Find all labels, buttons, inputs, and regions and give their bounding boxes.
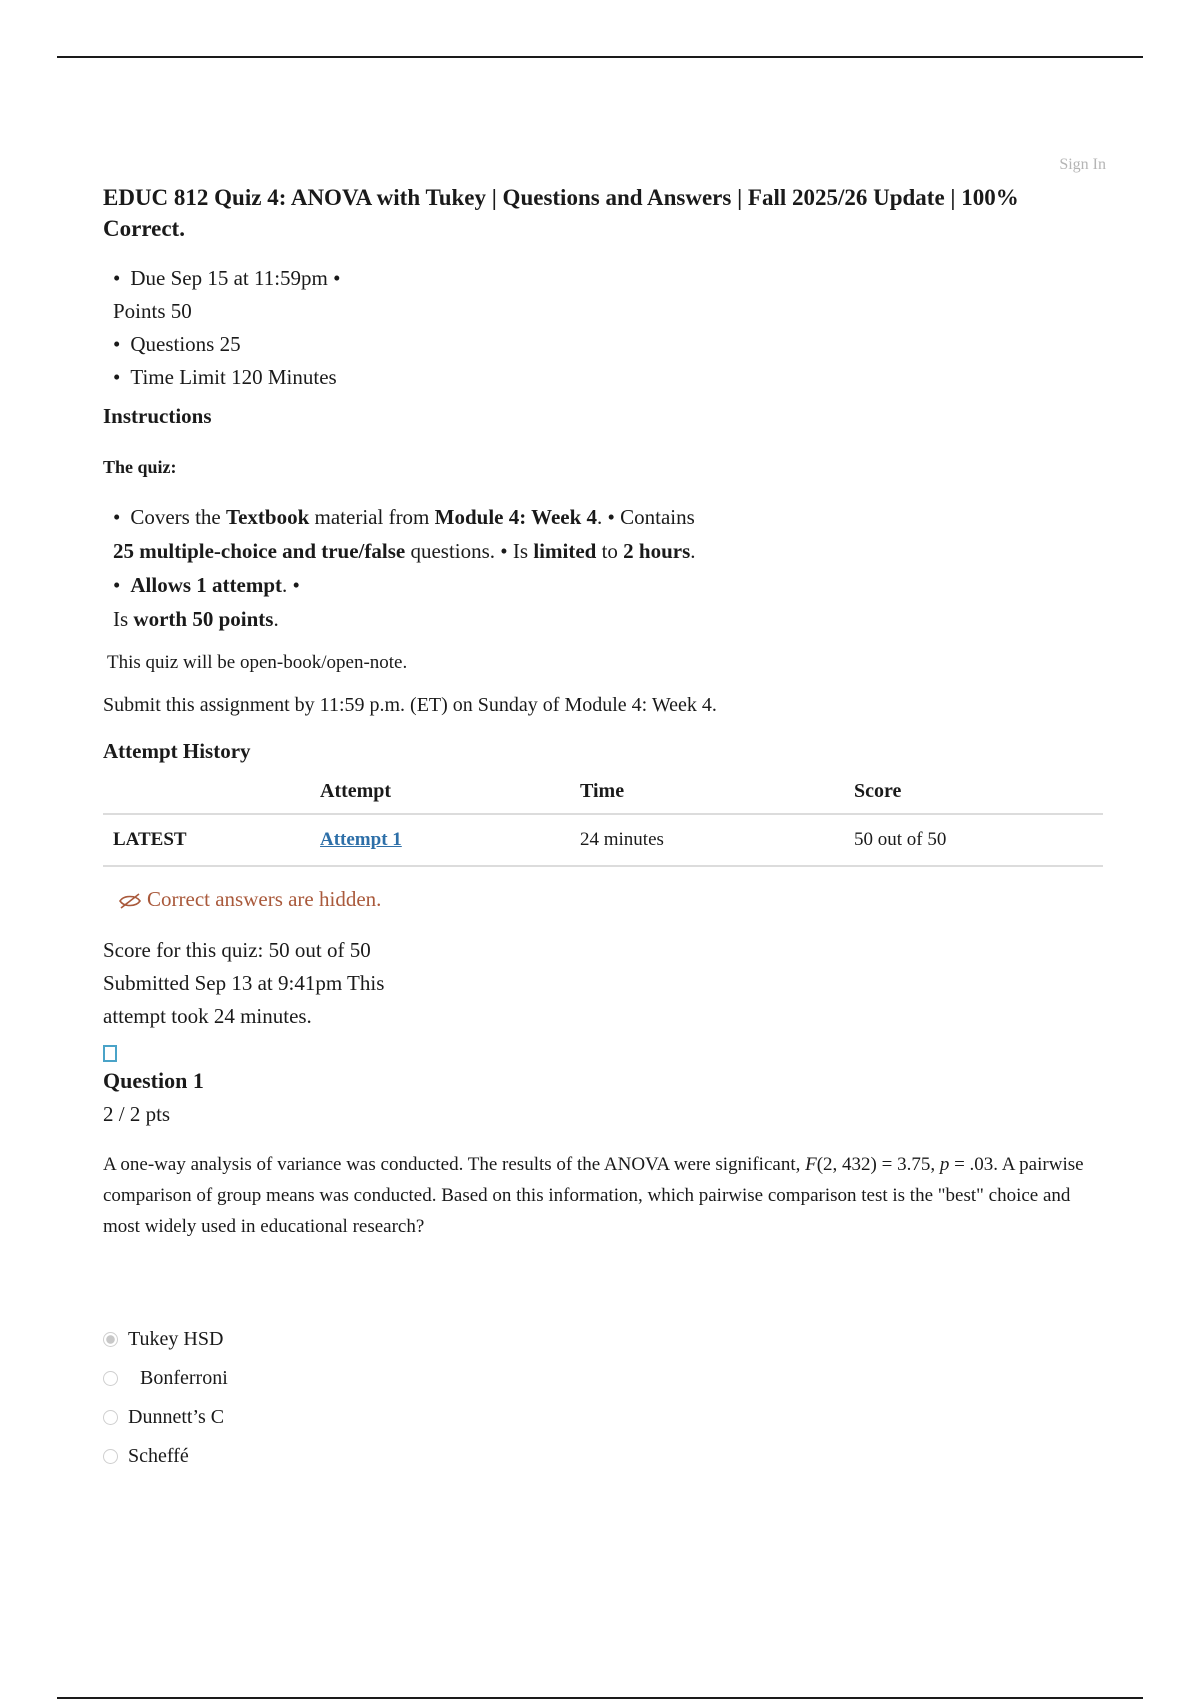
rule-text: to	[601, 539, 618, 563]
table-row	[103, 814, 1103, 866]
answer-label: Scheffé	[128, 1445, 189, 1467]
answer-list	[103, 1320, 1103, 1476]
hidden-answers-text: Correct answers are hidden.	[147, 887, 382, 911]
radio-button[interactable]	[103, 1410, 118, 1425]
bottom-rule	[57, 1697, 1143, 1699]
attempt-score: 50 out of 50	[854, 814, 1103, 866]
attempt-history-heading: Attempt History	[103, 739, 251, 763]
rule-text: material from	[314, 505, 430, 529]
answer-label: Tukey HSD	[128, 1328, 224, 1350]
question-text-part: = .03. A pairwise comparison of group means was conducted. Based on this information, which pairwise comparison test is the "best" choice and most widely used in educational research?	[103, 1154, 1084, 1237]
points: Points 50	[113, 299, 192, 323]
quiz-content	[103, 182, 1103, 1476]
rule-text: .	[273, 607, 279, 631]
attempt-1-link[interactable]: Attempt 1	[320, 829, 402, 850]
score-summary	[103, 934, 443, 1033]
radio-button[interactable]	[103, 1449, 118, 1464]
answer-label: Bonferroni	[140, 1367, 228, 1389]
answer-label: Dunnett’s C	[128, 1406, 225, 1428]
question-title: Question 1	[103, 1068, 204, 1093]
question-text-part: F	[805, 1154, 817, 1175]
score-line: Score for this quiz: 50 out of 50	[103, 938, 371, 962]
answer-option[interactable]	[103, 1359, 1103, 1398]
rule-text: 2 hours	[623, 539, 691, 563]
column-header-attempt: Attempt	[320, 776, 580, 814]
attempt-history-table	[103, 776, 1103, 867]
submitted-line: Submitted Sep 13 at 9:41pm This attempt took 24 minutes.	[103, 971, 385, 1028]
rule-text: Textbook	[226, 505, 310, 529]
rule-text: questions. • Is	[410, 539, 529, 563]
answer-option[interactable]	[103, 1320, 1103, 1359]
rule-text: . •	[282, 573, 300, 597]
latest-label: LATEST	[103, 814, 320, 866]
rule-text: . •	[597, 505, 615, 529]
rule-text: worth 50 points	[133, 607, 274, 631]
quiz-label: The quiz:	[103, 457, 177, 477]
radio-button[interactable]	[103, 1332, 118, 1347]
instructions-heading: Instructions	[103, 404, 212, 428]
open-book-note: This quiz will be open-book/open-note.	[107, 652, 408, 673]
question-points: 2 / 2 pts	[103, 1102, 171, 1126]
rule-text: .	[690, 539, 696, 563]
eye-hidden-icon	[117, 890, 143, 910]
question-text	[103, 1149, 1088, 1242]
quiz-meta	[113, 262, 1103, 394]
sign-in-link[interactable]: Sign In	[1059, 156, 1106, 173]
rule-text: limited	[533, 539, 597, 563]
rule-text: Is	[113, 607, 129, 631]
question-count: • Questions 25	[113, 328, 1103, 361]
rule-text: Contains	[620, 505, 695, 529]
answer-option[interactable]	[103, 1437, 1103, 1476]
question-text-part: A one-way analysis of variance was conducted. The results of the ANOVA were significant,	[103, 1154, 806, 1175]
question-text-part: (2, 432) = 3.75,	[816, 1154, 940, 1175]
rule-text: Covers the	[130, 505, 221, 529]
rule-text: Module 4: Week 4	[434, 505, 598, 529]
top-rule	[57, 56, 1143, 58]
due-date: • Due Sep 15 at 11:59pm •	[113, 262, 1103, 295]
attempt-time: 24 minutes	[580, 814, 854, 866]
column-header-empty	[103, 776, 320, 814]
flag-question-icon[interactable]	[103, 1045, 117, 1062]
column-header-time: Time	[580, 776, 854, 814]
quiz-rules	[113, 500, 713, 636]
question-text-part: p	[939, 1154, 950, 1175]
rule-text: 25 multiple-choice and true/false	[113, 539, 406, 563]
radio-button[interactable]	[103, 1371, 118, 1386]
column-header-score: Score	[854, 776, 1103, 814]
hidden-answers-notice	[117, 887, 1103, 912]
answer-option[interactable]	[103, 1398, 1103, 1437]
time-limit: • Time Limit 120 Minutes	[113, 361, 1103, 394]
submit-note: Submit this assignment by 11:59 p.m. (ET) on Sunday of Module 4: Week 4.	[103, 694, 717, 716]
page-title: EDUC 812 Quiz 4: ANOVA with Tukey | Questions and Answers | Fall 2025/26 Update | 100% Correct.	[103, 185, 1019, 241]
rule-text: Allows 1 attempt	[130, 573, 283, 597]
